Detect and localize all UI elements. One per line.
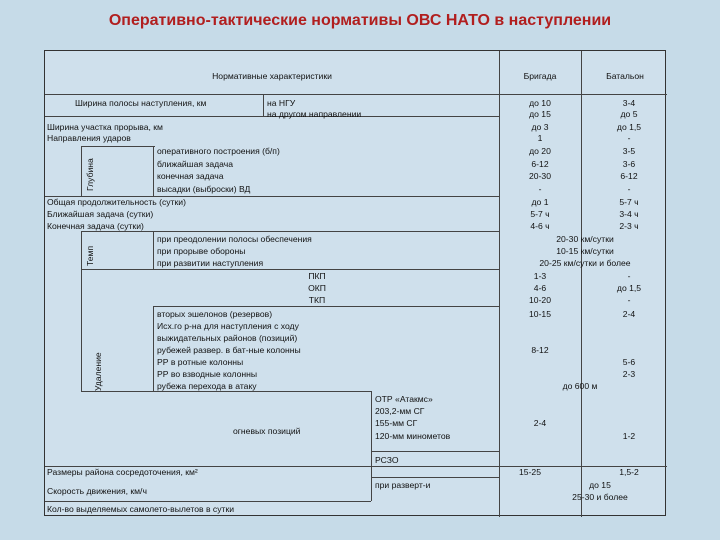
brigade-total-duration: до 1 bbox=[531, 197, 549, 207]
battalion-pkp: - bbox=[627, 271, 631, 281]
row-tkp: ТКП bbox=[308, 295, 326, 305]
row-near-task: ближайшая задача bbox=[157, 159, 233, 169]
battalion-near-task-days: 3-4 ч bbox=[619, 209, 639, 219]
row-strip-width: Ширина полосы наступления, км bbox=[75, 98, 207, 108]
row-sg203: 203,2-мм СГ bbox=[375, 406, 425, 416]
battalion-total-duration: 5-7 ч bbox=[619, 197, 639, 207]
row-otr: ОТР «Атакмс» bbox=[375, 394, 433, 404]
brigade-landing: - bbox=[538, 184, 542, 194]
battalion-breakthrough: до 1,5 bbox=[616, 122, 642, 132]
battalion-strike-dirs: - bbox=[627, 133, 631, 143]
battalion-op-formation: 3-5 bbox=[622, 146, 636, 156]
battalion-second-echelons: 2-4 bbox=[622, 309, 636, 319]
row-sorties: Кол-во выделяемых самолето-вылетов в сутки bbox=[47, 504, 235, 514]
row-op-formation: оперативного построения (б/п) bbox=[157, 146, 280, 156]
header-characteristics: Нормативные характеристики bbox=[212, 71, 332, 81]
row-attack-line: рубежа перехода в атаку bbox=[157, 381, 257, 391]
row-landing: высадки (выброски) ВД bbox=[157, 184, 251, 194]
battalion-rp-platoon: 2-3 bbox=[622, 369, 636, 379]
row-final-task-days: Конечная задача (сутки) bbox=[47, 221, 144, 231]
brigade-deploy-battalion: 8-12 bbox=[531, 345, 549, 355]
row-speed: Скорость движения, км/ч bbox=[47, 486, 147, 496]
shared-develop-offense: 20-25 км/сутки и более bbox=[539, 258, 631, 268]
row-sg155: 155-мм СГ bbox=[375, 418, 418, 428]
row-when-deploy: при разверт-и bbox=[375, 480, 431, 490]
row-total-duration: Общая продолжительность (сутки) bbox=[47, 197, 186, 207]
battalion-final-task-days: 2-3 ч bbox=[619, 221, 639, 231]
norms-table bbox=[44, 50, 666, 516]
row-breakthrough: Ширина участка прорыва, км bbox=[47, 122, 163, 132]
battalion-rp-company: 5-6 bbox=[622, 357, 636, 367]
battalion-near-task: 3-6 bbox=[622, 159, 636, 169]
row-okp: ОКП bbox=[308, 283, 326, 293]
brigade-near-task: 6-12 bbox=[531, 159, 549, 169]
battalion-ngu: 3-4 bbox=[622, 98, 636, 108]
row-rszo: РСЗО bbox=[375, 455, 399, 465]
brigade-ngu: до 10 bbox=[529, 98, 551, 108]
row-overcome-strip: при преодолении полосы обеспечения bbox=[157, 234, 312, 244]
header-battalion: Батальон bbox=[606, 71, 644, 81]
brigade-pkp: 1-3 bbox=[533, 271, 547, 281]
row-near-task-days: Ближайшая задача (сутки) bbox=[47, 209, 154, 219]
row-develop-offense: при развитии наступления bbox=[157, 258, 264, 268]
battalion-final-task: 6-12 bbox=[620, 171, 638, 181]
shared-when-deploy: 25-30 и более bbox=[572, 492, 628, 502]
battalion-artillery: 1-2 bbox=[622, 431, 636, 441]
row-break-defense: при прорыве обороны bbox=[157, 246, 246, 256]
brigade-speed: до 15 bbox=[589, 480, 611, 490]
shared-overcome-strip: 20-30 км/сутки bbox=[556, 234, 614, 244]
header-brigade: Бригада bbox=[523, 71, 557, 81]
row-ngu: на НГУ bbox=[267, 98, 296, 108]
brigade-artillery: 2-4 bbox=[533, 418, 547, 428]
brigade-other-dir: до 15 bbox=[529, 109, 551, 119]
brigade-tkp: 10-20 bbox=[529, 295, 551, 305]
row-other-dir: на другом направлении bbox=[267, 109, 362, 119]
row-waiting-areas: выжидательных районов (позиций) bbox=[157, 333, 298, 343]
page-title: Оперативно-тактические нормативы ОВС НАТО в наступлении bbox=[108, 12, 612, 29]
row-fire-positions: огневых позиций bbox=[233, 426, 301, 436]
brigade-okp: 4-6 bbox=[533, 283, 547, 293]
row-deploy-battalion: рубежей развер. в бат-ные колонны bbox=[157, 345, 301, 355]
row-final-task: конечная задача bbox=[157, 171, 224, 181]
brigade-second-echelons: 10-15 bbox=[529, 309, 551, 319]
brigade-breakthrough: до 3 bbox=[531, 122, 549, 132]
brigade-near-task-days: 5-7 ч bbox=[530, 209, 550, 219]
shared-attack-line: до 600 м bbox=[562, 381, 598, 391]
brigade-concentration-area: 15-25 bbox=[519, 467, 541, 477]
row-rp-company: РР в ротные колонны bbox=[157, 357, 244, 367]
battalion-tkp: - bbox=[627, 295, 631, 305]
distance-label: Удаление bbox=[93, 352, 103, 391]
row-rp-platoon: РР во взводные колонны bbox=[157, 369, 258, 379]
row-mortar120: 120-мм минометов bbox=[375, 431, 451, 441]
row-strike-dirs: Направления ударов bbox=[47, 133, 131, 143]
battalion-concentration-area: 1,5-2 bbox=[619, 467, 639, 477]
battalion-okp: до 1,5 bbox=[616, 283, 642, 293]
battalion-other-dir: до 5 bbox=[620, 109, 638, 119]
battalion-landing: - bbox=[627, 184, 631, 194]
brigade-op-formation: до 20 bbox=[529, 146, 551, 156]
row-pkp: ПКП bbox=[308, 271, 326, 281]
tempo-label: Темп bbox=[85, 245, 95, 266]
row-start-area: Исх.го р-на для наступления с ходу bbox=[157, 321, 299, 331]
depth-label: Глубина bbox=[85, 158, 95, 191]
shared-break-defense: 10-15 км/сутки bbox=[556, 246, 614, 256]
row-concentration-area: Размеры района сосредоточения, км² bbox=[47, 467, 198, 477]
row-second-echelons: вторых эшелонов (резервов) bbox=[157, 309, 273, 319]
brigade-final-task: 20-30 bbox=[529, 171, 551, 181]
brigade-final-task-days: 4-6 ч bbox=[530, 221, 550, 231]
brigade-strike-dirs: 1 bbox=[537, 133, 543, 143]
